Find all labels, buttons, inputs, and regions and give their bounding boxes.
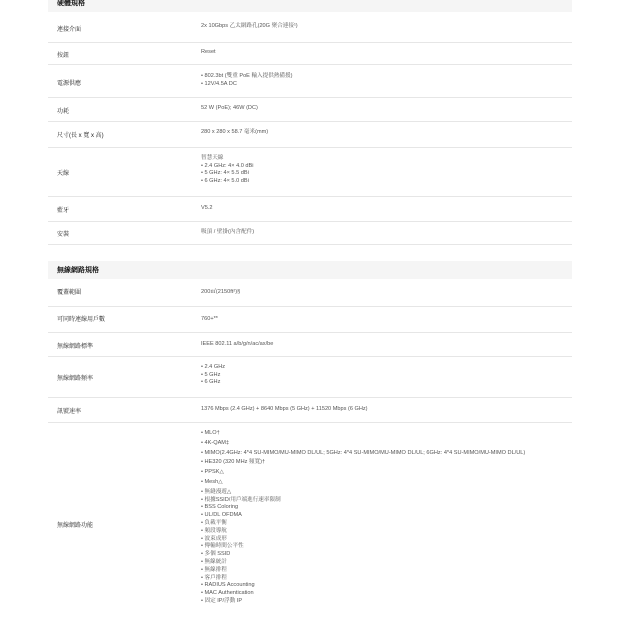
spec-value: 200㎡(2150ft²)§ — [201, 289, 241, 295]
spec-row-signal-rate — [48, 397, 572, 423]
spec-label: 訊號速率 — [57, 409, 82, 415]
spec-value: 1376 Mbps (2.4 GHz) + 8640 Mbps (5 GHz) + 11520 Mbps (6 GHz) — [201, 406, 368, 412]
feature-item: • RADIUS Accounting — [201, 582, 525, 590]
spec-row-power-consumption — [48, 97, 572, 122]
feature-item: • UL/DL OFDMA — [201, 512, 525, 520]
spec-row-wireless-features — [48, 422, 572, 632]
spec-value: 280 x 280 x 58.7 毫米(mm) — [201, 129, 269, 135]
feature-item: • 客戶排程 — [201, 575, 525, 583]
spec-row-clients — [48, 306, 572, 333]
section-title: 無線網路規格 — [57, 267, 99, 274]
spec-label: 無線網路頻率 — [57, 376, 94, 382]
section-header-wireless — [48, 261, 572, 279]
spec-value: 吸頂 / 壁掛(內含配件) — [201, 229, 255, 235]
spec-value: • 802.3bt (雙重 PoE 輸入提供熱備援) — [201, 73, 292, 81]
feature-item: • 無線排程 — [201, 567, 525, 575]
spec-value: • 2.4 GHz: 4× 4.0 dBi — [201, 163, 254, 171]
spec-value: • 6 GHz — [201, 379, 225, 387]
spec-value: • 5 GHz — [201, 372, 225, 380]
spec-label: 連接介面 — [57, 27, 82, 33]
spec-value: 760+** — [201, 316, 218, 322]
feature-item: • 負載平衡 — [201, 520, 525, 528]
feature-item: • Mesh△ — [201, 479, 525, 487]
feature-item: • 多個 SSID — [201, 551, 525, 559]
feature-item: • BSS Coloring — [201, 504, 525, 512]
spec-row-power — [48, 64, 572, 98]
spec-label: 無線網路標準 — [57, 344, 94, 350]
feature-item: • 傳輸時間公平性 — [201, 543, 525, 551]
feature-item: • 根據SSID/用戶端進行速率限制 — [201, 497, 525, 505]
spec-row-dimensions — [48, 121, 572, 148]
spec-value: 52 W (PoE); 46W (DC) — [201, 105, 258, 111]
spec-value: • 2.4 GHz — [201, 364, 225, 372]
spec-label: 功耗 — [57, 109, 70, 115]
feature-item: • MLO† — [201, 430, 525, 438]
spec-value: Reset — [201, 49, 216, 55]
spec-value: IEEE 802.11 a/b/g/n/ac/ax/be — [201, 341, 274, 347]
spec-row-standard — [48, 332, 572, 357]
spec-value: • 5 GHz: 4× 5.5 dBi — [201, 170, 254, 178]
spec-label: 藍牙 — [57, 208, 70, 214]
feature-item: • HE320 (320 MHz 頻寬)† — [201, 459, 525, 467]
feature-item: • 固定 IP/浮動 IP — [201, 598, 525, 606]
spec-value: • 12V/4.5A DC — [201, 81, 292, 89]
spec-row-antenna — [48, 147, 572, 197]
spec-row-mounting — [48, 221, 572, 245]
spec-row-button — [48, 42, 572, 65]
feature-item: • MIMO(2.4GHz: 4*4 SU-MIMO/MU-MIMO DL/UL; 5GHz: 4*4 SU-MIMO/MU-MIMO DL/UL; 6GHz: 4*4 SU-MIMO/MU-MIMO DL/UL) — [201, 450, 525, 458]
spec-label: 尺寸(長 x 寬 x 高) — [57, 133, 104, 139]
spec-value: V5.2 — [201, 205, 213, 211]
spec-label: 無線網路功能 — [57, 523, 94, 529]
feature-item: • 無線統計 — [201, 559, 525, 567]
spec-row-frequency — [48, 356, 572, 398]
spec-label: 按鈕 — [57, 53, 70, 59]
spec-label: 覆蓋範圍 — [57, 290, 82, 296]
spec-value: 智慧天線 — [201, 155, 224, 161]
spec-value: 2x 10Gbps 乙太網路孔(20G 聚合連接¹) — [201, 23, 298, 29]
spec-value: • 6 GHz: 4× 5.0 dBi — [201, 178, 254, 186]
feature-item: • 頻段導航 — [201, 528, 525, 536]
feature-item: • MAC Authentication — [201, 590, 525, 598]
feature-item: • 4K-QAM‡ — [201, 440, 525, 448]
spec-label: 天線 — [57, 171, 70, 177]
spec-label: 安裝 — [57, 232, 70, 238]
feature-item: • 波束成形 — [201, 536, 525, 544]
feature-item: • 無縫漫遊△ — [201, 489, 525, 497]
spec-row-coverage — [48, 279, 572, 307]
section-header-hardware — [48, 0, 572, 12]
spec-row-interface — [48, 12, 572, 43]
spec-row-bluetooth — [48, 196, 572, 222]
feature-item: • PPSK△ — [201, 469, 525, 477]
spec-label: 電源供應 — [57, 81, 82, 87]
spec-label: 可同時連線用戶數 — [57, 317, 106, 323]
section-title: 硬體規格 — [57, 0, 85, 7]
